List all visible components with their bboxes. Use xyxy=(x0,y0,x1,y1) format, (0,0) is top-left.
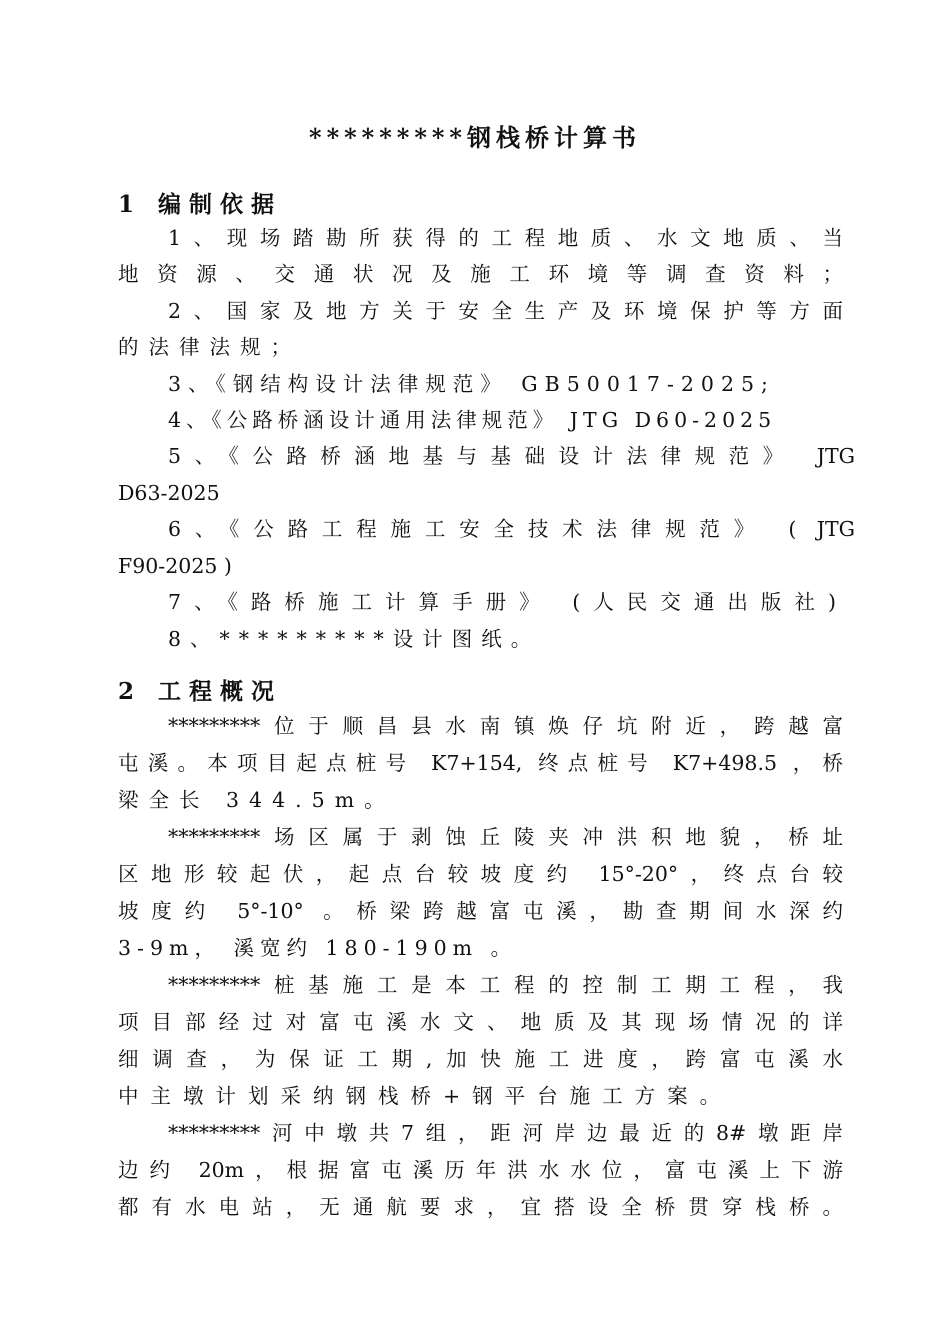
paragraph-line: 都有水电站，无通航要求，宜搭设全桥贯穿栈桥。 xyxy=(118,1195,843,1219)
reference-item: 8、*********设计图纸。 xyxy=(168,627,541,651)
reference-item: 5、《公路桥涵地基与基础设计法律规范》 JTG xyxy=(168,444,855,468)
paragraph-line: 坡度约 5°-10° 。桥梁跨越富屯溪，勘查期间水深约 xyxy=(118,899,843,923)
paragraph-line: *********桩基施工是本工程的控制工期工程，我 xyxy=(168,973,843,997)
paragraph-line: *********场区属于剥蚀丘陵夹冲洪积地貌，桥址 xyxy=(168,825,843,849)
paragraph-line: 2、国家及地方关于安全生产及环境保护等方面 xyxy=(168,299,843,323)
paragraph-line: 边约 20m，根据富屯溪历年洪水水位，富屯溪上下游 xyxy=(118,1158,843,1182)
paragraph-line: 区地形较起伏，起点台较坡度约 15°-20°，终点台较 xyxy=(118,862,843,886)
reference-item: 6、《公路工程施工安全技术法律规范》 ( JTG xyxy=(168,517,855,541)
paragraph-line: 细调查，为保证工期,加快施工进度，跨富屯溪水 xyxy=(118,1047,843,1071)
paragraph-line: 梁全长 344.5m。 xyxy=(118,788,395,812)
paragraph-line: *********位于顺昌县水南镇焕仔坑附近，跨越富 xyxy=(168,714,843,738)
paragraph-line: *********河中墩共7组，距河岸边最近的8#墩距岸 xyxy=(168,1121,843,1145)
paragraph-line: 1、现场踏勘所获得的工程地质、水文地质、当 xyxy=(168,226,843,250)
paragraph-line: 中主墩计划采纳钢栈桥+钢平台施工方案。 xyxy=(118,1084,733,1108)
paragraph-line: 屯溪。本项目起点桩号 K7+154, 终点桩号 K7+498.5 ，桥 xyxy=(118,751,843,775)
reference-item-continued: D63-2025 xyxy=(118,481,220,505)
reference-item: 3、《钢结构设计法律规范》 GB50017-2025; xyxy=(168,372,775,396)
reference-item: 7、《路桥施工计算手册》 (人民交通出版社) xyxy=(168,590,836,614)
reference-item-continued: F90-2025 ) xyxy=(118,554,232,578)
section-heading-basis: 1 编制依据 xyxy=(118,191,283,218)
paragraph-line: 3-9m， 溪宽约 180-190m 。 xyxy=(118,936,518,960)
reference-item: 4、《公路桥涵设计通用法律规范》 JTG D60-2025 xyxy=(168,408,777,432)
section-heading-overview: 2 工程概况 xyxy=(118,678,283,705)
document-title: *********钢栈桥计算书 xyxy=(309,123,641,152)
paragraph-line: 地资源、交通状况及施工环境等调查资料； xyxy=(118,262,843,286)
paragraph-line: 的法律法规； xyxy=(118,335,301,359)
paragraph-line: 项目部经过对富屯溪水文、地质及其现场情况的详 xyxy=(118,1010,843,1034)
